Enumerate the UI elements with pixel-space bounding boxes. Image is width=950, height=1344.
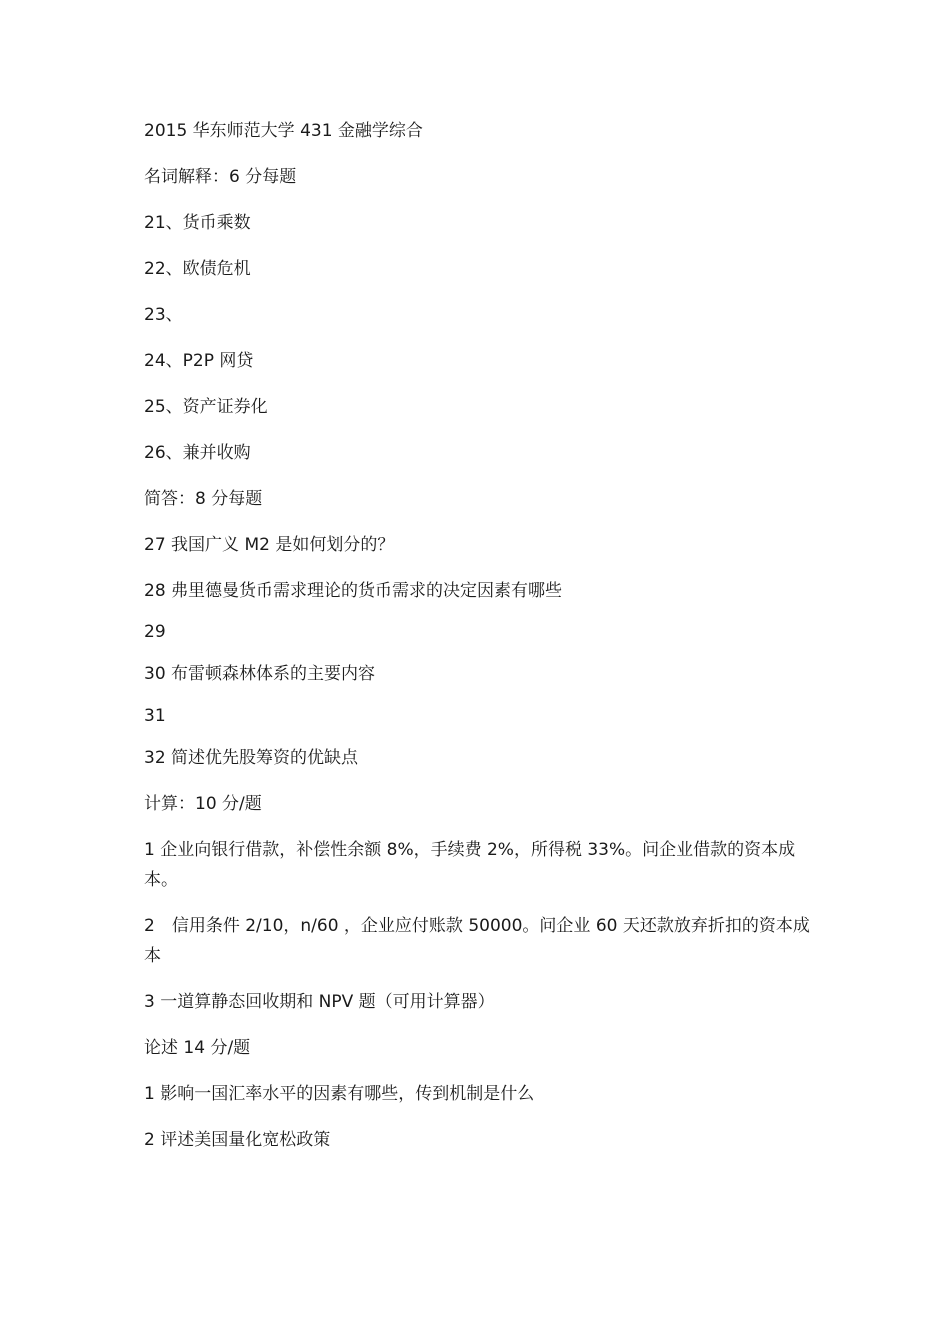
question-32: 32 简述优先股筹资的优缺点 [144, 748, 359, 768]
section-heading-calculation: 计算：10 分/题 [144, 794, 262, 814]
question-26: 26、兼并收购 [144, 443, 251, 463]
question-22: 22、欧债危机 [144, 259, 251, 279]
section-heading-terms: 名词解释：6 分每题 [144, 167, 297, 187]
section-heading-short-answer: 简答：8 分每题 [144, 489, 263, 509]
question-30: 30 布雷顿森林体系的主要内容 [144, 664, 376, 684]
section-heading-essay: 论述 14 分/题 [144, 1038, 251, 1058]
question-25: 25、资产证券化 [144, 397, 268, 417]
document-title: 2015 华东师范大学 431 金融学综合 [144, 121, 423, 141]
question-24: 24、P2P 网贷 [144, 351, 254, 371]
question-28: 28 弗里德曼货币需求理论的货币需求的决定因素有哪些 [144, 581, 563, 601]
question-21: 21、货币乘数 [144, 213, 251, 233]
essay-question-1: 1 影响一国汇率水平的因素有哪些，传到机制是什么 [144, 1084, 535, 1104]
calc-question-1: 1 企业向银行借款，补偿性余额 8%，手续费 2%，所得税 33%。问企业借款的资本成本。 [144, 840, 796, 890]
question-23: 23、 [144, 305, 183, 325]
question-29: 29 [144, 622, 166, 642]
calc-question-2: 2 信用条件 2/10，n/60 ，企业应付账款 50000。问企业 60 天还款放弃折扣的资本成本 [144, 916, 810, 966]
essay-question-2: 2 评述美国量化宽松政策 [144, 1130, 331, 1150]
calc-question-3: 3 一道算静态回收期和 NPV 题（可用计算器） [144, 992, 495, 1012]
question-27: 27 我国广义 M2 是如何划分的？ [144, 535, 395, 555]
question-31: 31 [144, 706, 166, 726]
